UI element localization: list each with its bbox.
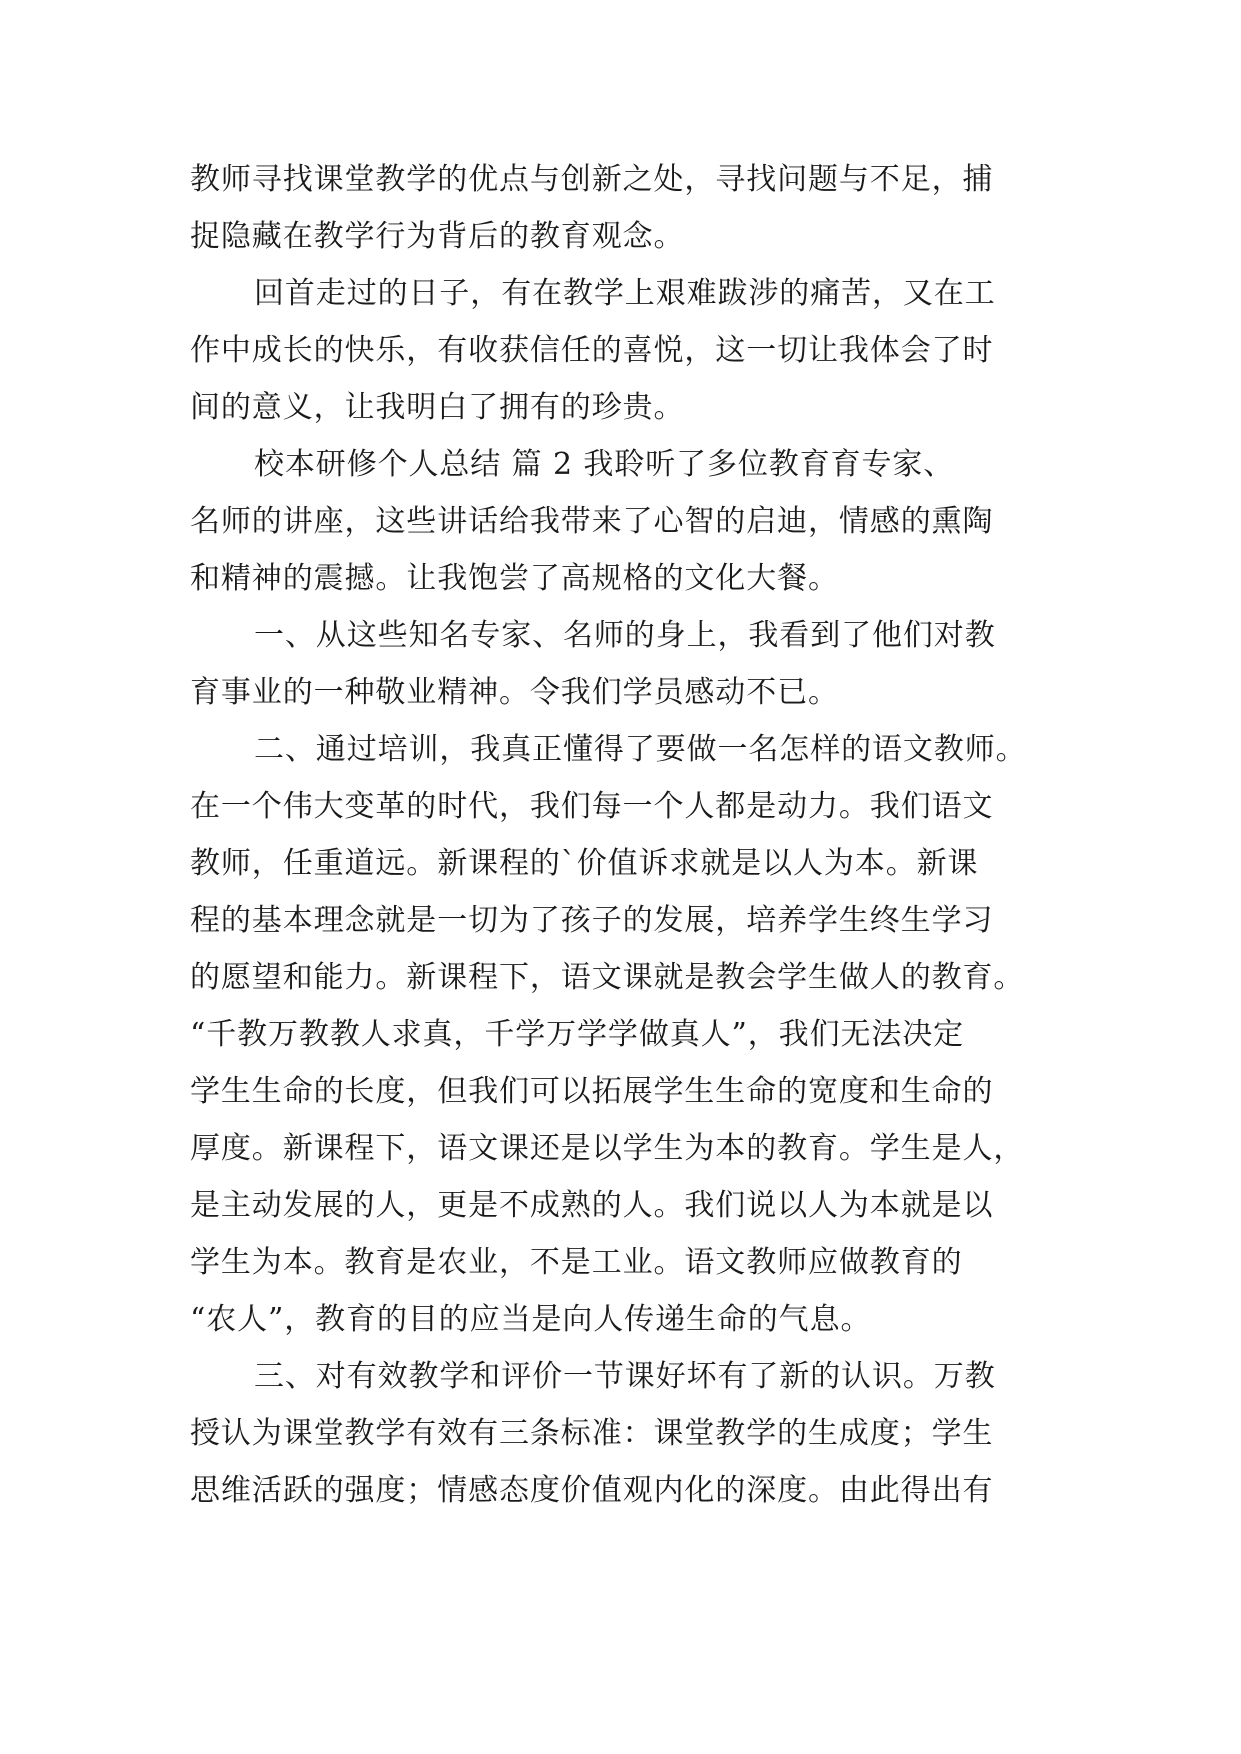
text-line: 名师的讲座，这些讲话给我带来了心智的启迪，情感的熏陶 (190, 504, 994, 539)
text-line: 学生生命的长度，但我们可以拓展学生生命的宽度和生命的 (190, 1074, 994, 1109)
text-line: 间的意义，让我明白了拥有的珍贵。 (190, 390, 685, 425)
text-line: 育事业的一种敬业精神。令我们学员感动不已。 (190, 675, 839, 710)
text-line: 思维活跃的强度；情感态度价值观内化的深度。由此得出有 (190, 1473, 994, 1508)
text-line: 在一个伟大变革的时代，我们每一个人都是动力。我们语文 (190, 789, 994, 824)
text-line: 程的基本理念就是一切为了孩子的发展，培养学生终生学习 (190, 903, 994, 938)
text-line: 厚度。新课程下，语文课还是以学生为本的教育。学生是人， (190, 1131, 1025, 1166)
text-line: 的愿望和能力。新课程下，语文课就是教会学生做人的教育。 (190, 960, 1025, 995)
text-line: 捉隐藏在教学行为背后的教育观念。 (190, 219, 685, 254)
paragraph-first-line: 回首走过的日子，有在教学上艰难跋涉的痛苦，又在工 (254, 276, 996, 311)
text-line: 和精神的震撼。让我饱尝了高规格的文化大餐。 (190, 561, 839, 596)
text-line: 作中成长的快乐，有收获信任的喜悦，这一切让我体会了时 (190, 333, 994, 368)
text-line: 学生为本。教育是农业，不是工业。语文教师应做教育的 (190, 1245, 963, 1280)
text-line: “千教万教教人求真，千学万学学做真人”，我们无法决定 (190, 1017, 965, 1052)
text-line: 教师寻找课堂教学的优点与创新之处，寻找问题与不足，捕 (190, 162, 994, 197)
text-line: 教师，任重道远。新课程的`价值诉求就是以人为本。新课 (190, 846, 979, 881)
section-heading-line: 校本研修个人总结 篇 2 我聆听了多位教育育专家、 (254, 447, 955, 482)
text-line: “农人”，教育的目的应当是向人传递生命的气息。 (190, 1302, 872, 1337)
paragraph-first-line: 三、对有效教学和评价一节课好坏有了新的认识。万教 (254, 1359, 996, 1394)
text-line: 授认为课堂教学有效有三条标准：课堂教学的生成度；学生 (190, 1416, 994, 1451)
paragraph-first-line: 二、通过培训，我真正懂得了要做一名怎样的语文教师。 (254, 732, 1027, 767)
text-line: 是主动发展的人，更是不成熟的人。我们说以人为本就是以 (190, 1188, 994, 1223)
paragraph-first-line: 一、从这些知名专家、名师的身上，我看到了他们对教 (254, 618, 996, 653)
